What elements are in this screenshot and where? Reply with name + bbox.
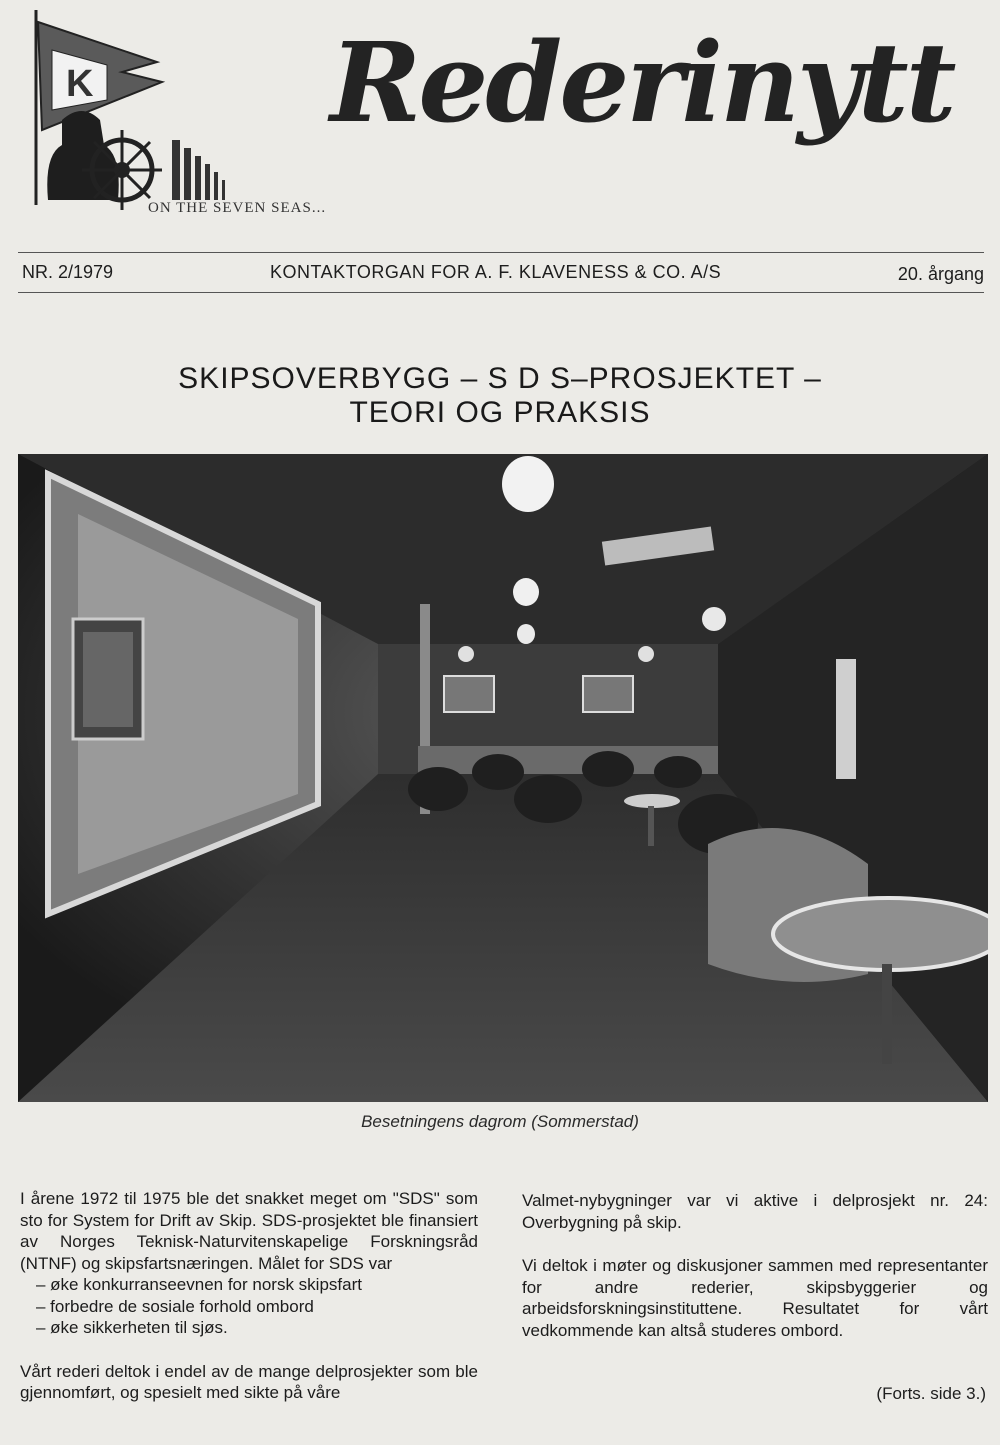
article-column-right <box>522 1190 988 1363</box>
goals-list <box>20 1274 478 1339</box>
article-column-left <box>20 1188 478 1426</box>
volume-year: 20. årgang <box>897 264 984 284</box>
rule-top <box>18 252 984 253</box>
paragraph-meetings: Vi deltok i møter og diskusjoner sammen med representanter for andre rederier, skipsbyggerier og arbeidsforskningsinstituttene. Resultatet for vårt vedkommende kan altså studeres ombord. <box>522 1256 988 1340</box>
continued-on-page: (Forts. side 3.) <box>876 1384 986 1403</box>
headline-line-2: TEORI OG PRAKSIS <box>349 396 651 429</box>
flag-letter-k: K <box>66 63 94 105</box>
headline-line-1: SKIPSOVERBYGG – S D S–PROSJEKTET – <box>178 362 822 395</box>
goal-item: – forbedre de sosiale forhold ombord <box>36 1296 314 1316</box>
goal-item: – øke konkurranseevnen for norsk skipsfart <box>36 1275 362 1294</box>
issue-number: NR. 2/1979 <box>22 262 114 282</box>
dayroom-photo <box>18 454 988 1102</box>
goal-item: – øke sikkerheten til sjøs. <box>36 1318 228 1337</box>
masthead-title: Rederinytt <box>330 18 954 147</box>
paragraph-intro: I årene 1972 til 1975 ble det snakket meget om "SDS" som sto for System for Drift av Skip. SDS-prosjektet ble finansiert av Norges Teknisk-Naturvitenskapelige Forskningsråd (NTNF) og skipsfartsnæringen. Målet for SDS var <box>20 1189 478 1273</box>
contact-organ: KONTAKTORGAN FOR A. F. KLAVENESS & CO. A/S <box>270 262 722 282</box>
article-headline <box>0 362 1000 430</box>
paragraph-participation: Vårt rederi deltok i endel av de mange delprosjekter som ble gjennomført, og spesielt med sikte på våre <box>20 1361 478 1402</box>
photo-caption: Besetningens dagrom (Sommerstad) <box>361 1112 639 1131</box>
rule-bottom <box>18 292 984 293</box>
paragraph-valmet: Valmet-nybygninger var vi aktive i delprosjekt nr. 24: Overbygning på skip. <box>522 1191 988 1232</box>
klaveness-logo <box>22 10 252 210</box>
masthead-tagline: ON THE SEVEN SEAS... <box>148 200 327 216</box>
